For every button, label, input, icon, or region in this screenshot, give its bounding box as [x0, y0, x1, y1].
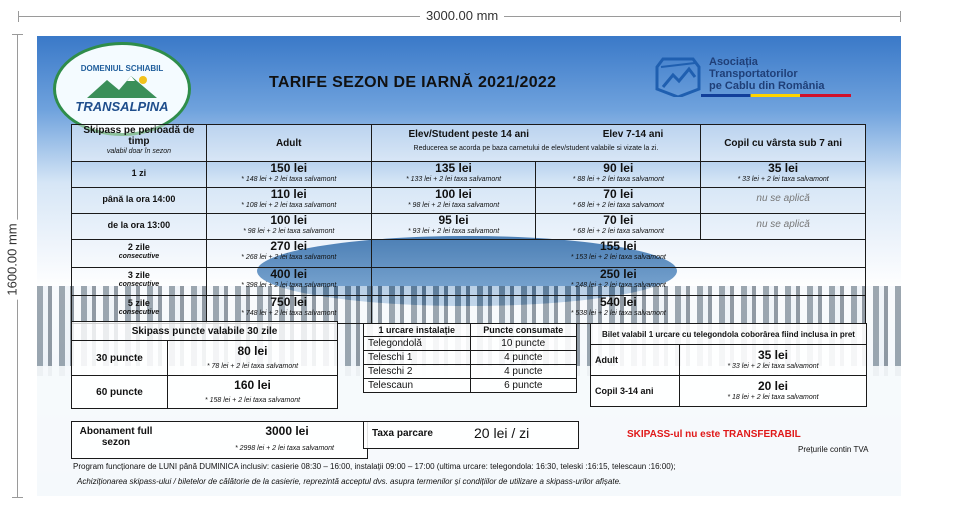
page-title: TARIFE SEZON DE IARNĂ 2021/2022 [269, 74, 557, 91]
season-pass-price: 3000 lei [265, 424, 309, 438]
cable-car-icon [655, 57, 701, 97]
price-value: 95 lei [438, 213, 469, 227]
gondola-ticket-table [590, 323, 867, 407]
price-note: * 133 lei + 2 lei taxa salvamont [405, 176, 502, 183]
other-cell [371, 268, 865, 296]
row-label-sub: consecutive [118, 253, 160, 260]
season-pass-box [71, 421, 368, 459]
table-row [72, 376, 338, 409]
season-pass-label: Abonament full sezon [79, 426, 153, 448]
installation-points: 4 puncte [470, 351, 577, 365]
adult-cell [206, 162, 371, 188]
price-value: 150 lei [270, 161, 308, 175]
copil-cell [701, 188, 866, 214]
header-student: Elev/Student peste 14 ani [408, 129, 530, 140]
gondola-header: Bilet valabil 1 urcare cu telegondola coborârea fiind inclusa in pret [591, 324, 867, 345]
points-price-cell [168, 341, 338, 376]
points-label: 60 puncte [72, 376, 168, 409]
installations-header-right: Puncte consumate [470, 324, 577, 337]
terms-note: Achiziționarea skipass-ului / biletelor de călătorie de la casierie, reprezintă acceptul dvs. asupra termenilor și condițiilor de utilizare a skipass-urilor afișate. [77, 477, 622, 486]
price-note: * 398 lei + 2 lei taxa salvamont [241, 282, 337, 289]
price-note: * 88 lei + 2 lei taxa salvamont [572, 176, 664, 183]
mountain-icon [87, 74, 157, 98]
dimension-left-tick-top [12, 34, 23, 35]
price-value: 155 lei [599, 239, 637, 253]
table-row [364, 365, 577, 379]
adult-cell [206, 188, 371, 214]
price-note: * 68 lei + 2 lei taxa salvamont [572, 202, 664, 209]
price-value: 100 lei [270, 213, 308, 227]
row-label-text: 3 zile [127, 270, 150, 280]
installation-points: 10 puncte [470, 337, 577, 351]
price-value: 70 lei [603, 213, 634, 227]
installations-header-row [364, 324, 577, 337]
parking-price: 20 lei / zi [474, 425, 530, 441]
table-row [72, 162, 866, 188]
header-elev: Elev 7-14 ani [602, 129, 664, 140]
table-row-multiday [72, 240, 866, 268]
table-row [591, 345, 867, 376]
price-value: 70 lei [603, 187, 634, 201]
price-value: nu se aplică [756, 219, 810, 230]
transfer-warning: SKIPASS-ul nu este TRANSFERABIL [627, 429, 801, 440]
student-cell [371, 214, 536, 240]
price-value: 35 lei [757, 348, 789, 362]
copil-cell [701, 162, 866, 188]
price-value: 135 lei [435, 161, 472, 175]
price-note: * 248 lei + 2 lei taxa salvamont [570, 282, 666, 289]
atcr-logo [655, 56, 851, 97]
installation-points: 4 puncte [470, 365, 577, 379]
price-note: * 158 lei + 2 lei taxa salvamont [204, 397, 301, 404]
gondola-label: Adult [591, 345, 680, 376]
price-note: * 98 lei + 2 lei taxa salvamont [407, 202, 500, 209]
price-value: 90 lei [603, 161, 634, 175]
atcr-line3: pe Cablu din România [709, 80, 825, 92]
installation-name: Telegondolă [364, 337, 471, 351]
parking-label: Taxa parcare [372, 428, 433, 439]
row-label [72, 268, 207, 296]
logo-top-text: DOMENIUL SCHIABIL [80, 64, 164, 73]
elev-cell [536, 162, 701, 188]
points-table [71, 321, 338, 409]
row-label-sub: consecutive [118, 309, 160, 316]
installation-points: 6 puncte [470, 379, 577, 393]
price-note: * 33 lei + 2 lei taxa salvamont [727, 363, 819, 370]
adult-cell [206, 268, 371, 296]
price-value: 250 lei [599, 267, 637, 281]
price-value: 110 lei [270, 187, 307, 201]
points-header: Skipass puncte valabile 30 zile [72, 322, 338, 341]
price-value: 540 lei [599, 295, 637, 309]
romania-flag-stripe [701, 94, 851, 97]
elev-cell [536, 214, 701, 240]
gondola-price-cell [680, 345, 867, 376]
installations-table [363, 323, 577, 393]
row-label-text: 2 zile [127, 242, 150, 252]
price-note: * 68 lei + 2 lei taxa salvamont [572, 228, 664, 235]
row-label-sub: consecutive [118, 281, 160, 288]
price-note: * 748 lei + 2 lei taxa salvamont [241, 310, 337, 317]
row-label: de la ora 13:00 [72, 214, 207, 240]
price-note: * 93 lei + 2 lei taxa salvamont [407, 228, 500, 235]
row-label-text: 5 zile [127, 298, 150, 308]
table-row [364, 351, 577, 365]
table-row [364, 337, 577, 351]
atcr-line1: Asociația [709, 56, 758, 68]
header-copil: Copil cu vârsta sub 7 ani [701, 125, 866, 162]
price-value: 35 lei [768, 161, 799, 175]
points-price-cell [168, 376, 338, 409]
table-row [72, 188, 866, 214]
gondola-header-row [591, 324, 867, 345]
gondola-label: Copil 3-14 ani [591, 376, 680, 407]
price-value: 400 lei [270, 267, 308, 281]
row-label [72, 240, 207, 268]
elev-cell [536, 188, 701, 214]
table-row [591, 376, 867, 407]
header-skipass-note: valabil doar în sezon [106, 148, 172, 155]
price-value: 270 lei [270, 239, 308, 253]
price-value: 100 lei [435, 187, 472, 201]
dimension-top-tick-left [18, 11, 19, 22]
price-note: * 538 lei + 2 lei taxa salvamont [570, 310, 666, 317]
header-adult: Adult [206, 125, 371, 162]
dimension-left-tick-bottom [12, 497, 23, 498]
table-row [72, 341, 338, 376]
copil-cell [701, 214, 866, 240]
student-cell [371, 162, 536, 188]
adult-cell [206, 214, 371, 240]
price-note: * 78 lei + 2 lei taxa salvamont [206, 363, 299, 370]
other-cell [371, 240, 865, 268]
price-note: * 153 lei + 2 lei taxa salvamont [570, 254, 666, 261]
gondola-price-cell [680, 376, 867, 407]
header-students [371, 125, 701, 162]
price-value: 160 lei [234, 378, 271, 392]
points-label: 30 puncte [72, 341, 168, 376]
price-note: * 33 lei + 2 lei taxa salvamont [737, 176, 829, 183]
student-cell [371, 188, 536, 214]
installation-name: Telescaun [364, 379, 471, 393]
dimension-top-tick-right [900, 11, 901, 22]
header-skipass-label: Skipass pe perioadă de timp [83, 125, 195, 147]
price-value: 80 lei [237, 344, 268, 358]
season-pass-note: * 2998 lei + 2 lei taxa salvamont [234, 445, 335, 452]
table-row-multiday [72, 296, 866, 324]
dimension-width-label: 3000.00 mm [420, 8, 504, 23]
price-note: * 108 lei + 2 lei taxa salvamont [241, 202, 337, 209]
price-note: * 148 lei + 2 lei taxa salvamont [241, 176, 337, 183]
adult-cell [206, 240, 371, 268]
logo-bottom-text: TRANSALPINA [75, 99, 169, 114]
table-header-row [72, 125, 866, 162]
price-note: * 98 lei + 2 lei taxa salvamont [243, 228, 335, 235]
vat-note: Prețurile contin TVA [798, 445, 869, 454]
table-row [72, 214, 866, 240]
points-header-row [72, 322, 338, 341]
table-row-multiday [72, 268, 866, 296]
atcr-line2: Transportatorilor [709, 68, 798, 80]
opening-hours: Program funcționare de LUNI până DUMINICA inclusiv: casierie 08:30 – 16:00, instalații 09:00 – 17:00 (ultima urcare: telegondola: 16:30, teleski :16:15, telescaun :16:00); [73, 462, 676, 471]
adult-cell [206, 296, 371, 324]
skipass-price-table [71, 124, 866, 324]
row-label [72, 296, 207, 324]
price-value: 750 lei [270, 295, 308, 309]
row-label: până la ora 14:00 [72, 188, 207, 214]
row-label: 1 zi [72, 162, 207, 188]
header-student-note: Reducerea se acorda pe baza carnetului de elev/student valabile si vizate la zi. [413, 145, 659, 152]
price-poster [37, 36, 901, 496]
price-value: nu se aplică [756, 193, 810, 204]
installation-name: Teleschi 2 [364, 365, 471, 379]
price-value: 20 lei [757, 379, 789, 393]
other-cell [371, 296, 865, 324]
price-note: * 18 lei + 2 lei taxa salvamont [727, 394, 819, 401]
header-skipass [72, 125, 207, 162]
installations-header-left: 1 urcare instalație [364, 324, 471, 337]
installation-name: Teleschi 1 [364, 351, 471, 365]
price-note: * 268 lei + 2 lei taxa salvamont [241, 254, 337, 261]
transalpina-logo [53, 42, 191, 136]
dimension-height-label: 1600.00 mm [5, 219, 20, 299]
table-row [364, 379, 577, 393]
parking-box [363, 421, 579, 449]
